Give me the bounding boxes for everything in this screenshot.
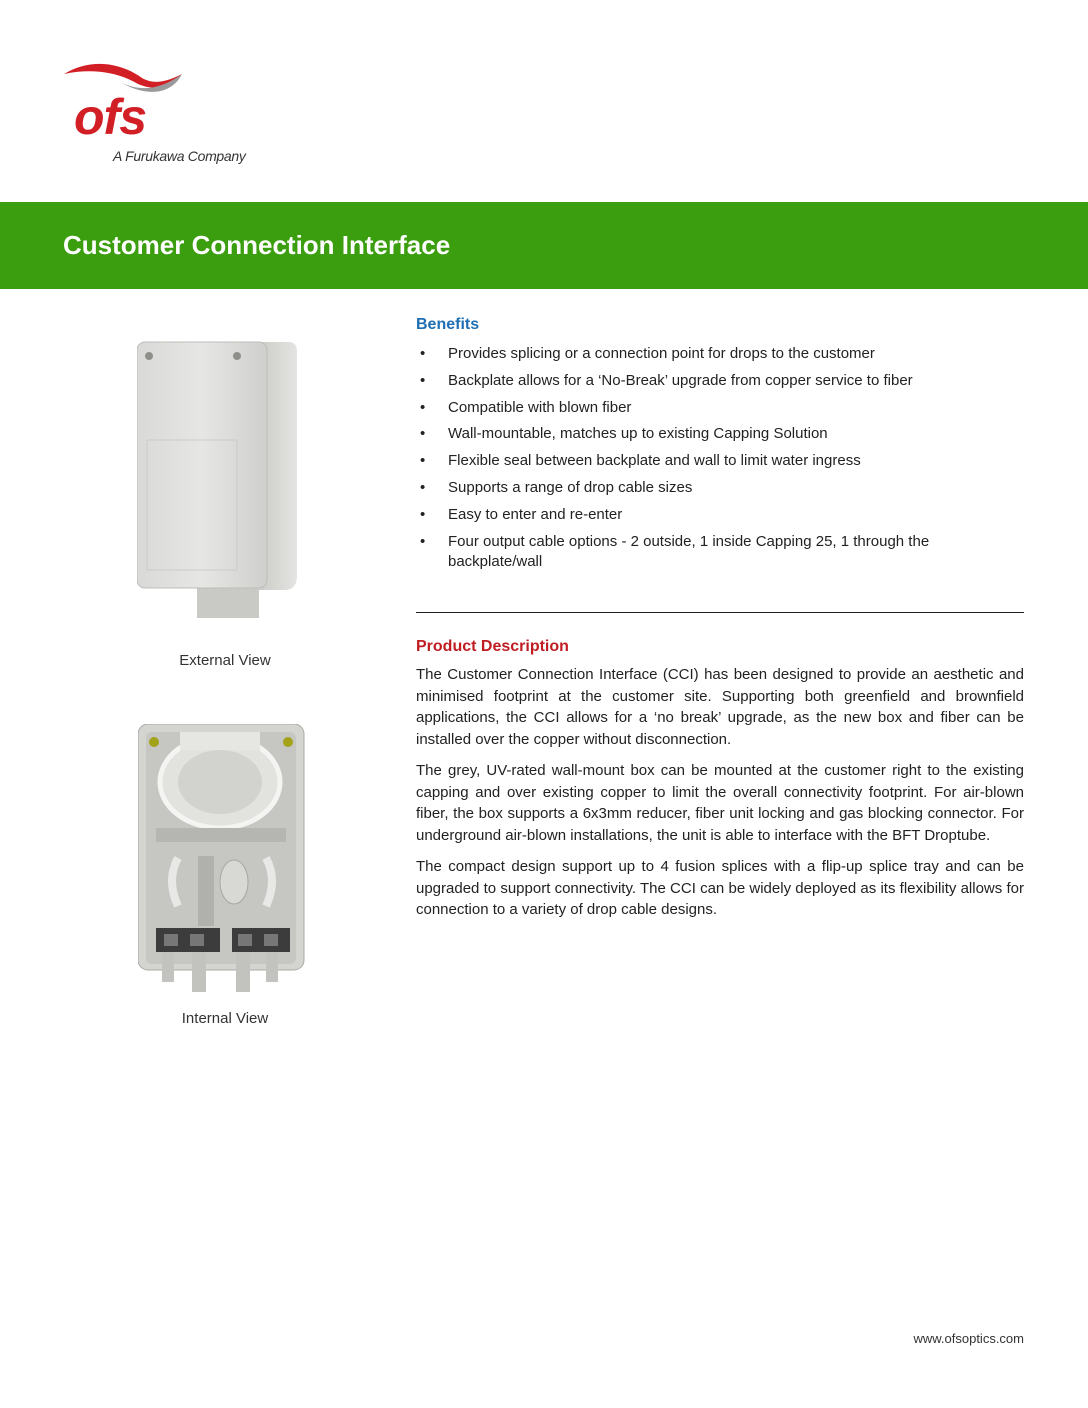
- product-images: [0, 300, 450, 1060]
- footer-url-link[interactable]: www.ofsoptics.com: [913, 1331, 1024, 1346]
- list-item: • Supports a range of drop cable sizes: [420, 478, 693, 496]
- bullet-icon: •: [420, 371, 426, 389]
- list-item: • Backplate allows for a ‘No-Break’ upgrade from copper service to fiber: [420, 371, 913, 389]
- list-item: • Easy to enter and re-enter: [420, 505, 623, 523]
- list-item: • Compatible with blown fiber: [420, 398, 632, 416]
- list-item: • Four output cable options - 2 outside, 1 inside Capping 25, 1 through the backplate/wall: [420, 532, 930, 570]
- product-description-section: [416, 638, 1024, 931]
- bullet-icon: •: [420, 345, 426, 362]
- description-paragraph-2: The grey, UV-rated wall-mount box can be mounted at the customer right to the existing capping and over existing copper to limit the overall connectivity footprint. For air-blown fiber, the box supports a 6x3mm reducer, fiber unit locking and gas blocking connector. For underground air-blown installations, the unit is able to interface with the BFT Droptube.: [416, 762, 1024, 844]
- description-paragraph-3: The compact design support up to 4 fusion splices with a flip-up splice tray and can be upgraded to support connectivity. The CCI can be widely deployed as its flexibility allows for connection to a variety of drop cable designs.: [416, 858, 1024, 918]
- page-title: Customer Connection Interface: [63, 230, 451, 260]
- list-item: • Wall-mountable, matches up to existing Capping Solution: [420, 425, 828, 443]
- external-view-caption: External View: [179, 652, 271, 669]
- section-divider: [416, 612, 1024, 613]
- list-item: • Flexible seal between backplate and wall to limit water ingress: [420, 452, 861, 470]
- bullet-icon: •: [420, 505, 426, 523]
- list-item: • Provides splicing or a connection point for drops to the customer: [420, 345, 875, 362]
- ofs-logo: [60, 60, 280, 170]
- product-description-heading: Product Description: [416, 638, 569, 655]
- internal-view-enclosure-icon: [138, 724, 306, 1000]
- bullet-icon: •: [420, 398, 426, 416]
- external-view-enclosure-icon: [137, 340, 299, 620]
- bullet-icon: •: [420, 425, 426, 443]
- bullet-icon: •: [420, 478, 426, 496]
- benefits-section: [416, 316, 1024, 578]
- benefits-list: [416, 344, 1024, 572]
- logo-tagline: A Furukawa Company: [113, 148, 246, 164]
- logo-wordmark: ofs: [74, 89, 146, 145]
- description-paragraph-1: The Customer Connection Interface (CCI) has been designed to provide an aesthetic and minimised footprint at the customer site. Supporting both greenfield and brownfield applications, the CCI allows for a ‘no break’ upgrade, as the new box and fiber can be installed over the copper without disconnection.: [416, 666, 1024, 748]
- internal-view-caption: Internal View: [181, 1010, 269, 1027]
- benefits-heading: Benefits: [416, 316, 480, 333]
- bullet-icon: •: [420, 452, 426, 470]
- title-banner: [0, 202, 1088, 289]
- bullet-icon: •: [420, 532, 426, 550]
